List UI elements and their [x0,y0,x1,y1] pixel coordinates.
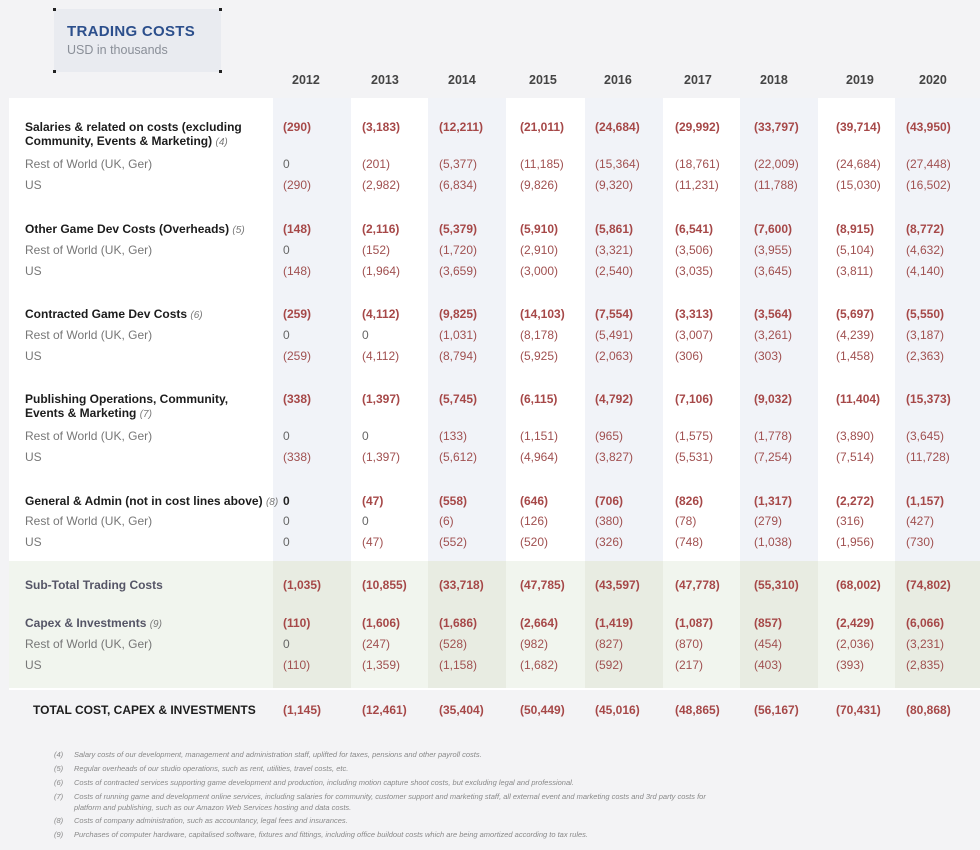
value-cell: (279) [754,514,783,528]
value-cell: (3,231) [906,637,945,651]
value-cell: (8,178) [520,328,559,342]
value-cell: 0 [362,514,369,528]
value-cell: (1,956) [836,535,875,549]
value-cell: (1,778) [754,429,793,443]
year-header: 2020 [919,73,947,87]
value-cell: (2,363) [906,349,945,363]
grand-total-value: (50,449) [520,703,565,717]
value-cell: (78) [675,514,697,528]
value-cell: (22,009) [754,157,799,171]
total-value: (15,373) [906,392,951,406]
footnote-number: (7) [54,792,64,801]
footnote-text: Costs of company administration, such as accountancy, legal fees and insurances. [74,816,348,825]
total-value: (33,797) [754,120,799,134]
total-value: (646) [520,494,549,508]
value-cell: (11,788) [754,178,798,192]
total-value: (7,106) [675,392,714,406]
total-value: (2,272) [836,494,875,508]
total-value: (110) [283,616,311,630]
value-cell: (454) [754,637,783,651]
value-cell: (290) [283,178,312,192]
total-value: (5,550) [906,307,945,321]
value-cell: (1,359) [362,658,401,672]
value-cell: (1,720) [439,243,478,257]
total-value: (14,103) [520,307,565,321]
year-header: 2015 [529,73,557,87]
value-cell: (3,645) [906,429,945,443]
value-cell: (5,612) [439,450,478,464]
value-cell: (5,377) [439,157,478,171]
section-label: Salaries & related on costs (excluding Community, Events & Marketing) (4) [25,120,242,148]
value-cell: 0 [362,328,369,342]
value-cell: (7,514) [836,450,875,464]
value-cell: (965) [595,429,624,443]
total-value: (826) [675,494,704,508]
footnote-ref: (8) [265,497,279,508]
grand-total-value: (56,167) [754,703,799,717]
footnote-text: Regular overheads of our studio operations, such as rent, utilities, travel costs, etc. [74,764,349,773]
value-cell: (1,575) [675,429,714,443]
value-cell: (4,239) [836,328,875,342]
total-value: (3,313) [675,307,714,321]
value-cell: (338) [283,450,312,464]
total-value: (43,597) [595,578,640,592]
value-cell: (827) [595,637,624,651]
value-cell: 0 [362,429,369,443]
footnote-number: (6) [54,778,64,787]
costs-table [9,98,980,690]
page-subtitle: USD in thousands [67,43,168,57]
footnote-ref: (4) [215,137,228,148]
value-cell: (9,320) [595,178,634,192]
value-cell: (1,038) [754,535,793,549]
value-cell: (748) [675,535,704,549]
value-cell: 0 [283,429,290,443]
corner-dot [53,8,56,11]
total-value: (7,554) [595,307,634,321]
year-header: 2012 [292,73,320,87]
grand-total-value: (12,461) [362,703,407,717]
footnote-number: (9) [54,830,64,839]
footnote-text: Costs of contracted services supporting game development and production, including motion capture shoot costs, but excluding legal and professional. [74,778,574,787]
value-cell: (870) [675,637,704,651]
value-cell: (393) [836,658,865,672]
subtotal-label: Sub-Total Trading Costs [25,578,163,592]
corner-dot [219,8,222,11]
value-cell: (1,682) [520,658,559,672]
value-cell: (1,458) [836,349,875,363]
total-value: 0 [283,494,290,508]
total-value: (43,950) [906,120,951,134]
year-header: 2013 [371,73,399,87]
total-value: (47) [362,494,384,508]
row-label: US [25,349,42,363]
value-cell: (403) [754,658,783,672]
grand-total-value: (45,016) [595,703,640,717]
row-label: US [25,264,42,278]
footnote-ref: (6) [190,310,203,321]
row-label: Rest of World (UK, Ger) [25,243,153,257]
row-label: Rest of World (UK, Ger) [25,328,153,342]
total-value: (39,714) [836,120,881,134]
row-label: Rest of World (UK, Ger) [25,514,153,528]
total-value: (11,404) [836,392,881,406]
value-cell: (3,007) [675,328,714,342]
value-cell: (1,151) [520,429,559,443]
value-cell: (528) [439,637,468,651]
value-cell: (3,000) [520,264,559,278]
grand-total-value: (35,404) [439,703,484,717]
value-cell: (3,659) [439,264,478,278]
total-value: (338) [283,392,312,406]
value-cell: (3,035) [675,264,714,278]
value-cell: (2,036) [836,637,875,651]
value-cell: (15,364) [595,157,640,171]
value-cell: (2,982) [362,178,401,192]
value-cell: (3,321) [595,243,634,257]
value-cell: (2,063) [595,349,634,363]
total-value: (1,606) [362,616,401,630]
value-cell: (592) [595,658,624,672]
value-cell: (2,540) [595,264,634,278]
footnote-number: (4) [54,750,64,759]
value-cell: (6) [439,514,454,528]
total-value: (5,910) [520,222,559,236]
grand-total-value: (70,431) [836,703,881,717]
value-cell: (47) [362,535,384,549]
value-cell: (3,890) [836,429,875,443]
footnote-number: (8) [54,816,64,825]
value-cell: (380) [595,514,624,528]
value-cell: 0 [283,637,290,651]
year-header: 2016 [604,73,632,87]
grand-total-value: (80,868) [906,703,951,717]
total-value: (1,317) [754,494,793,508]
total-value: (2,429) [836,616,875,630]
footnote-text: Purchases of computer hardware, capitalised software, fixtures and fittings, including office buildout costs which are being amortized according to tax rules. [74,830,589,839]
total-value: (29,992) [675,120,720,134]
row-label: US [25,450,42,464]
value-cell: 0 [283,535,290,549]
value-cell: (552) [439,535,468,549]
footnote-number: (5) [54,764,64,773]
value-cell: (427) [906,514,935,528]
total-value: (1,087) [675,616,714,630]
title-box [54,9,221,72]
total-value: (5,379) [439,222,478,236]
total-value: (33,718) [439,578,484,592]
value-cell: (217) [675,658,704,672]
total-value: (55,310) [754,578,799,592]
value-cell: (11,185) [520,157,564,171]
row-label: US [25,535,42,549]
total-value: (2,116) [362,222,400,236]
value-cell: (326) [595,535,624,549]
row-label: US [25,178,42,192]
total-value: (24,684) [595,120,640,134]
grand-total-label: TOTAL COST, CAPEX & INVESTMENTS [33,703,256,717]
total-value: (3,183) [362,120,401,134]
total-value: (2,664) [520,616,559,630]
year-header: 2014 [448,73,476,87]
value-cell: (4,632) [906,243,945,257]
value-cell: (15,030) [836,178,881,192]
value-cell: (1,158) [439,658,478,672]
value-cell: (520) [520,535,549,549]
total-value: (7,600) [754,222,793,236]
footnote-ref: (7) [139,409,152,420]
total-value: (10,855) [362,578,407,592]
value-cell: (5,104) [836,243,875,257]
value-cell: 0 [283,328,290,342]
value-cell: (110) [283,658,311,672]
value-cell: (126) [520,514,549,528]
section-label: General & Admin (not in cost lines above) (8) [25,494,279,508]
value-cell: (5,531) [675,450,714,464]
value-cell: (306) [675,349,704,363]
row-label: Rest of World (UK, Ger) [25,637,153,651]
total-value: (3,564) [754,307,793,321]
year-header-row [0,73,980,89]
value-cell: (2,835) [906,658,945,672]
value-cell: (201) [362,157,391,171]
total-value: (8,915) [836,222,875,236]
value-cell: (4,964) [520,450,559,464]
total-value: (47,778) [675,578,720,592]
value-cell: (6,834) [439,178,478,192]
row-label: Rest of World (UK, Ger) [25,157,153,171]
total-value: (290) [283,120,312,134]
page-title: TRADING COSTS [67,23,196,40]
value-cell: (982) [520,637,549,651]
footnote-ref: (9) [149,619,162,630]
total-value: (9,825) [439,307,478,321]
value-cell: (133) [439,429,468,443]
total-value: (6,115) [520,392,558,406]
value-cell: (259) [283,349,312,363]
value-cell: (2,910) [520,243,559,257]
total-value: (21,011) [520,120,565,134]
total-value: (4,792) [595,392,634,406]
value-cell: (1,031) [439,328,478,342]
total-value: (1,686) [439,616,478,630]
grand-total-value: (48,865) [675,703,720,717]
value-cell: (18,761) [675,157,720,171]
total-value: (47,785) [520,578,565,592]
value-cell: (5,491) [595,328,634,342]
total-value: (5,697) [836,307,875,321]
year-header: 2018 [760,73,788,87]
total-value: (6,541) [675,222,714,236]
total-value: (5,745) [439,392,478,406]
value-cell: (11,728) [906,450,950,464]
value-cell: (8,794) [439,349,478,363]
total-value: (9,032) [754,392,793,406]
value-cell: (4,140) [906,264,945,278]
total-value: (259) [283,307,312,321]
value-cell: (3,955) [754,243,793,257]
value-cell: (3,811) [836,264,874,278]
total-value: (6,066) [906,616,945,630]
value-cell: (11,231) [675,178,719,192]
value-cell: 0 [283,243,290,257]
total-value: (1,419) [595,616,634,630]
value-cell: (24,684) [836,157,881,171]
value-cell: (3,827) [595,450,634,464]
total-value: (74,802) [906,578,951,592]
total-value: (5,861) [595,222,634,236]
value-cell: (3,187) [906,328,945,342]
section-label: Other Game Dev Costs (Overheads) (5) [25,222,245,236]
total-value: (1,397) [362,392,401,406]
value-cell: (5,925) [520,349,559,363]
value-cell: (152) [362,243,391,257]
section-label: Publishing Operations, Community, Events & Marketing (7) [25,392,229,420]
value-cell: (3,261) [754,328,793,342]
total-value: (558) [439,494,468,508]
footnote-ref: (5) [232,225,245,236]
value-cell: (27,448) [906,157,951,171]
value-cell: (730) [906,535,935,549]
value-cell: (3,506) [675,243,714,257]
value-cell: (303) [754,349,783,363]
total-value: (706) [595,494,624,508]
total-value: (148) [283,222,312,236]
footnote-text: Salary costs of our development, management and administration staff, uplifted for taxes, pensions and other payroll costs. [74,750,482,759]
total-value: (857) [754,616,783,630]
value-cell: (148) [283,264,312,278]
value-cell: (3,645) [754,264,793,278]
grand-total-value: (1,145) [283,703,322,717]
capex-label: Capex & Investments (9) [25,616,162,630]
total-value: (12,211) [439,120,484,134]
value-cell: (247) [362,637,391,651]
value-cell: (9,826) [520,178,559,192]
value-cell: (16,502) [906,178,951,192]
value-cell: (1,964) [362,264,401,278]
total-value: (8,772) [906,222,945,236]
total-value: (1,035) [283,578,322,592]
value-cell: (316) [836,514,865,528]
value-cell: 0 [283,514,290,528]
row-label: Rest of World (UK, Ger) [25,429,153,443]
total-value: (1,157) [906,494,945,508]
year-header: 2019 [846,73,874,87]
value-cell: (4,112) [362,349,400,363]
value-cell: (7,254) [754,450,793,464]
year-header: 2017 [684,73,712,87]
value-cell: 0 [283,157,290,171]
total-value: (4,112) [362,307,400,321]
total-value: (68,002) [836,578,881,592]
section-label: Contracted Game Dev Costs (6) [25,307,203,321]
value-cell: (1,397) [362,450,401,464]
footnote-text: Costs of running game and development online services, including salaries for community, customer support and marketing staff, all external event and marketing costs and 3rd party costs for platform and publishing, such as our Amazon Web Services hosting and data costs. [74,792,706,812]
row-label: US [25,658,42,672]
